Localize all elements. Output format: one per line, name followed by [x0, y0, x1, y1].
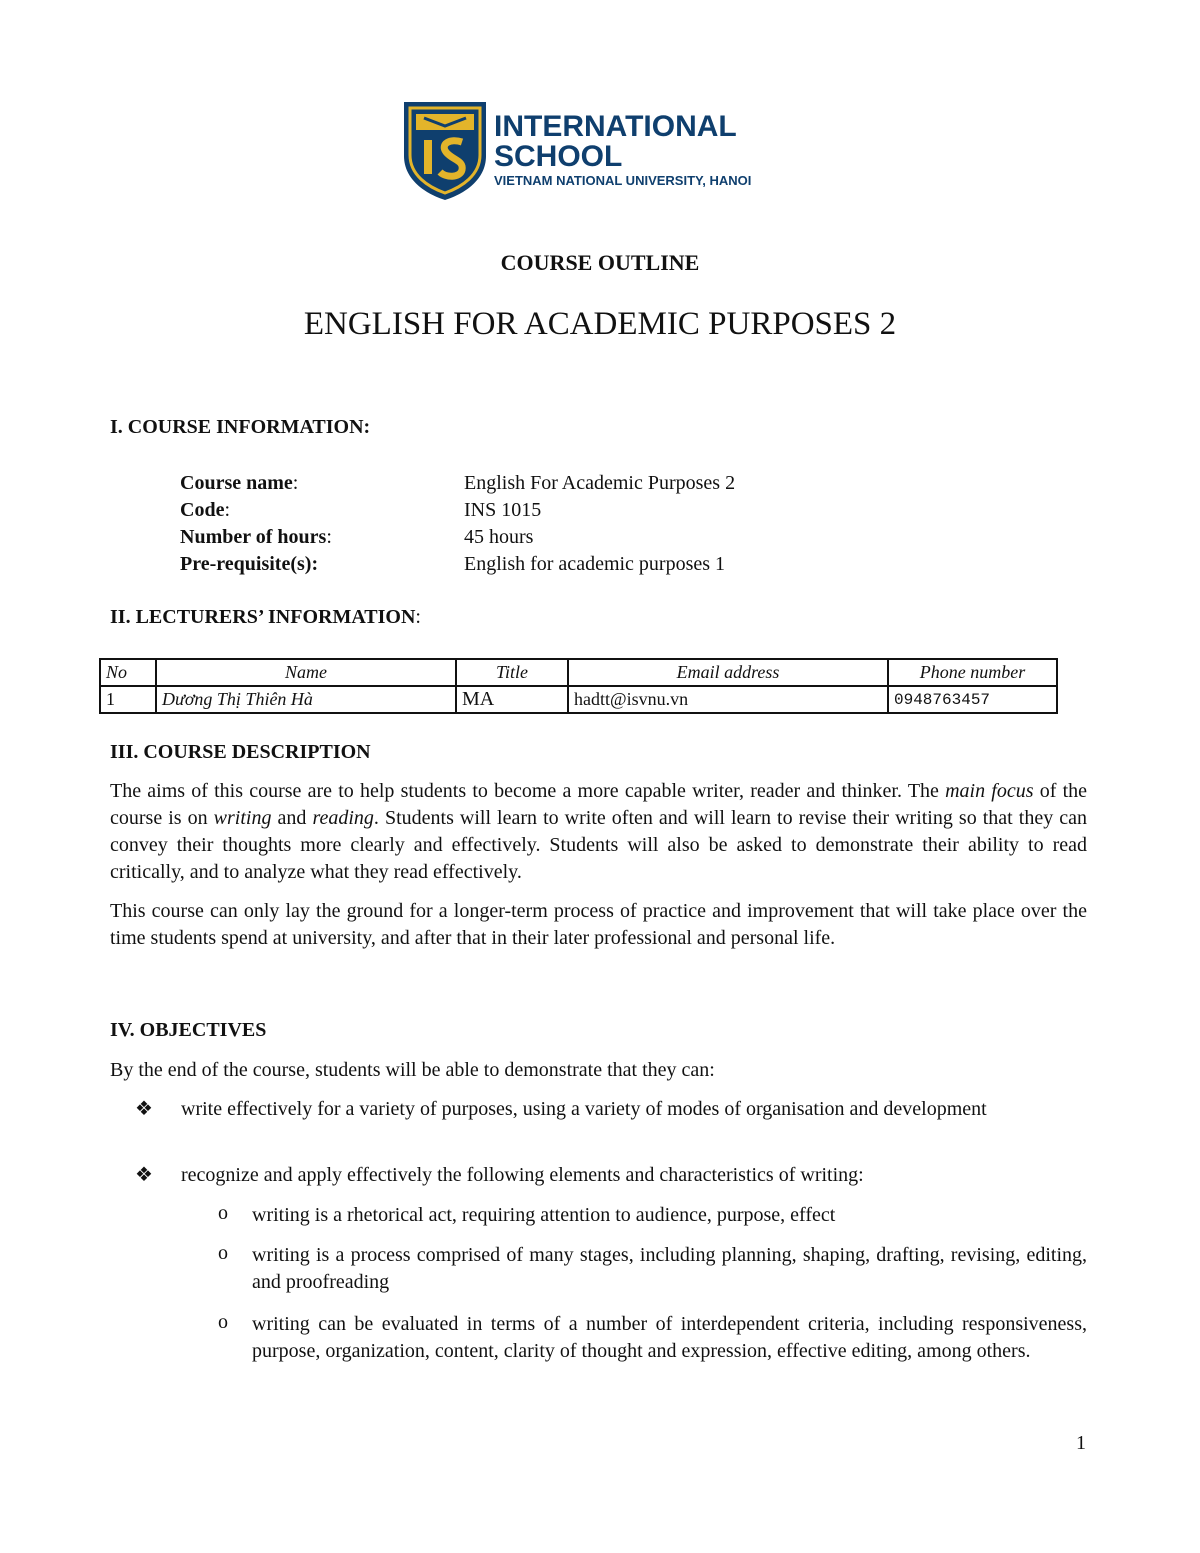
column-header-phone: Phone number: [888, 659, 1057, 686]
sub-objective-item: writing is a process comprised of many stages, including planning, shaping, drafting, revising, editing, and proofreading: [252, 1244, 1087, 1293]
lecturers-table: [99, 658, 1058, 714]
logo-line-international: INTERNATIONAL: [494, 110, 737, 143]
sub-objective-item: writing can be evaluated in terms of a number of interdependent criteria, including responsiveness, purpose, organization, content, clarity of thought and expression, effective editing, among others.: [252, 1313, 1087, 1362]
info-value: English For Academic Purposes 2: [464, 472, 736, 494]
cell-no: 1: [100, 686, 156, 713]
info-value: INS 1015: [464, 499, 542, 521]
section-lecturers-heading: II. LECTURERS’ INFORMATION:: [110, 606, 421, 628]
course-title: ENGLISH FOR ACADEMIC PURPOSES 2: [303, 306, 897, 342]
objective-item: write effectively for a variety of purposes, using a variety of modes of organisation and development: [181, 1098, 987, 1120]
column-header-email: Email address: [568, 659, 888, 686]
table-header-row: [100, 659, 1057, 686]
cell-phone: 0948763457: [888, 686, 1057, 713]
column-header-title: Title: [456, 659, 568, 686]
section-course-description-heading: III. COURSE DESCRIPTION: [110, 741, 371, 763]
info-value: English for academic purposes 1: [464, 553, 726, 575]
bullet-icon: ❖: [135, 1098, 153, 1120]
info-key: Pre-requisite(s):: [180, 553, 319, 575]
info-row-hours: Number of hours: 45 hours: [180, 524, 735, 551]
info-row-prerequisite: [180, 551, 735, 578]
sub-objective-item: writing is a rhetorical act, requiring attention to audience, purpose, effect: [252, 1204, 836, 1226]
bullet-icon: ❖: [135, 1164, 153, 1186]
info-row-code: Code: INS 1015: [180, 497, 735, 524]
cell-title: MA: [456, 686, 568, 713]
course-info-list: [180, 470, 735, 578]
table-row: [100, 686, 1057, 713]
logo-line-university: VIETNAM NATIONAL UNIVERSITY, HANOI: [494, 173, 752, 188]
objective-item: recognize and apply effectively the following elements and characteristics of writing:: [181, 1164, 864, 1186]
description-paragraph-2: This course can only lay the ground for a longer-term process of practice and improvement that will take place over the time students spend at university, and after that in their later professional and personal life.: [110, 900, 1087, 949]
info-row-course-name: Course name: English For Academic Purposes 2: [180, 470, 735, 497]
description-paragraph-1: The aims of this course are to help students to become a more capable writer, reader and thinker. The main focus of the course is on writing and reading. Students will learn to write often and will learn to revise their writing so that they can convey their thoughts more clearly and effectively. Students will also be asked to demonstrate their ability to read critically, and to analyze what they read effectively.: [110, 780, 1088, 883]
sub-bullet-icon: o: [218, 1311, 228, 1333]
sub-bullet-icon: o: [218, 1202, 228, 1224]
logo-text: [494, 112, 751, 187]
shield-emblem-icon: [404, 102, 486, 200]
logo-line-school: SCHOOL: [494, 140, 623, 173]
column-header-name: Name: [156, 659, 456, 686]
info-key: Course name: [180, 472, 293, 494]
outline-title: COURSE OUTLINE: [500, 250, 700, 275]
cell-name: Dương Thị Thiên Hà: [156, 686, 456, 713]
page-number: 1: [1076, 1432, 1086, 1454]
column-header-no: No: [100, 659, 156, 686]
info-value: 45 hours: [464, 526, 534, 548]
section-objectives-heading: IV. OBJECTIVES: [110, 1019, 267, 1041]
info-key: Number of hours: [180, 526, 327, 548]
info-key: Code: [180, 499, 225, 521]
cell-email: hadtt@isvnu.vn: [568, 686, 888, 713]
section-course-information-heading: I. COURSE INFORMATION:: [110, 416, 371, 438]
objectives-intro: By the end of the course, students will be able to demonstrate that they can:: [110, 1059, 715, 1081]
sub-bullet-icon: o: [218, 1242, 228, 1264]
